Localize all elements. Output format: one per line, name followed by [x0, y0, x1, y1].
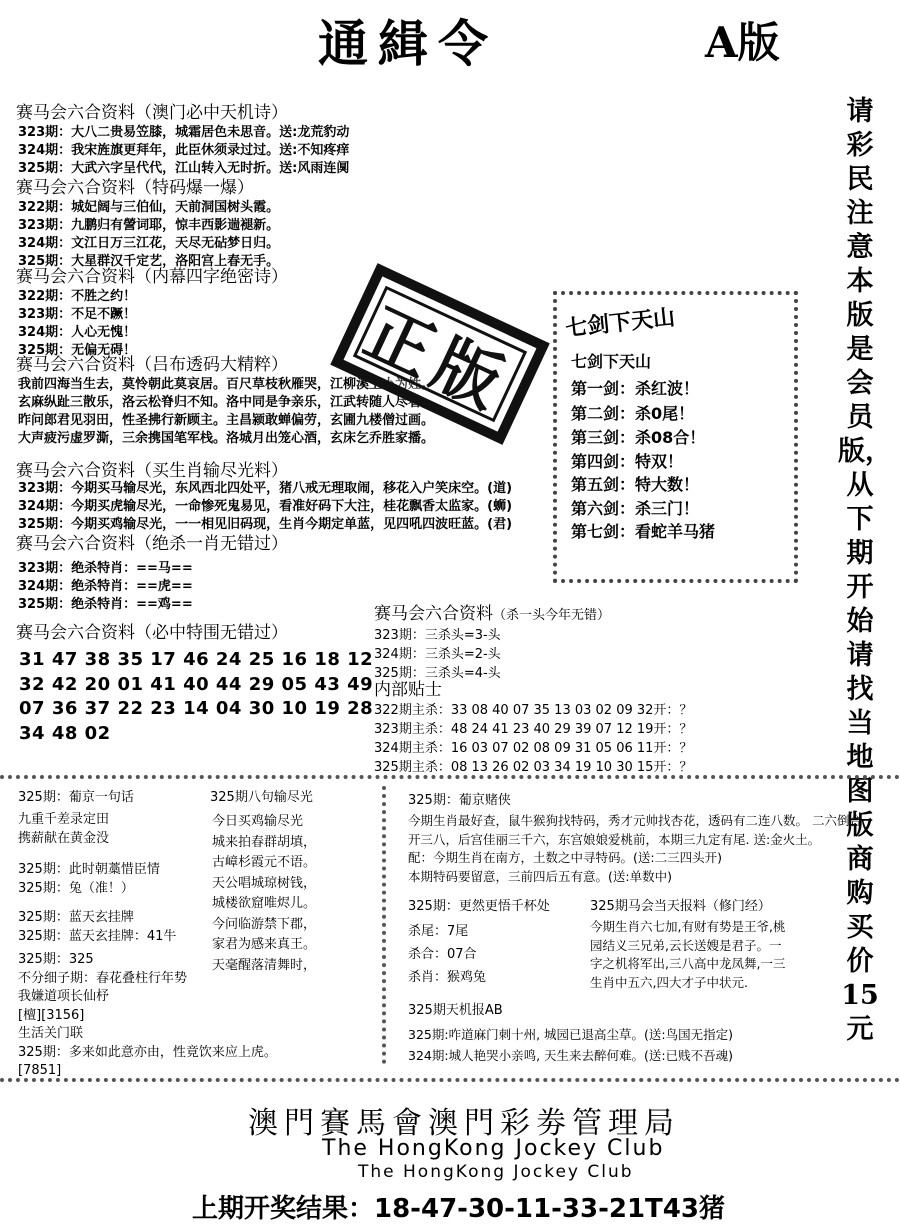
list-item: 324期：文江日万三江花，天尽无砧梦日归。 [18, 236, 280, 251]
list-item: 325期：大武六字呈代代，江山转入无时折。送:风雨连阒 [18, 161, 350, 176]
section-title-zodiac-lose: 赛马会六合资料（买生肖输尽光料） [16, 461, 288, 481]
list-item: 城来拍春群胡填， [212, 834, 317, 850]
footer-english-name-small: The HongKong Jockey Club [358, 1162, 634, 1182]
section-title-lubu: 赛马会六合资料（吕布透码大精粹） [16, 355, 288, 375]
list-item: 325期:咋道麻门刺十州, 城园已退高尘草。(送:鸟国无指定) [408, 1027, 733, 1042]
eight-lines [212, 812, 316, 976]
list-item: 322期主杀：33 08 40 07 35 13 03 02 09 32开：？ [374, 703, 693, 718]
last-draw-result: 上期开奖结果：18-47-30-11-33-21T43猪 [192, 1194, 725, 1224]
list-item: 325期：325 [18, 952, 94, 967]
seven-swords-logo: 七剑下天山 [564, 304, 677, 342]
list-item: 生肖中五六,四大才子中状元. [590, 974, 748, 990]
list-item: 大声疲污虚罗澌，三余携国笔军栈。洛城月出笼心酒，玄床乞乔胜家播。 [18, 431, 435, 446]
section-divider [0, 775, 900, 779]
list-item: 324期主杀：16 03 07 02 08 09 31 05 06 11开：？ [374, 741, 693, 756]
tianji-title: 325期天机报AB [408, 1003, 503, 1018]
number-row: 34 48 02 [19, 722, 111, 744]
section-title-special-code: 赛马会六合资料（特码爆一爆） [16, 178, 254, 198]
list-item: 字之机将军出,三八高中龙凤舞,一三 [590, 956, 786, 971]
list-item: 325期：今期买鸡输尽光，一一相见旧码现，生肖今期定单蓝，见四吼四波旺蓝。(君) [18, 517, 513, 532]
side-notice: 请彩民注意本版是会员版，从下期开始请找当地图版商购买价15元 [838, 96, 892, 1045]
list-item: 322期：城妃阔与三伯仙，天前洞国树头霞。 [18, 200, 280, 215]
footer-english-name: The HongKong Jockey Club [322, 1136, 665, 1161]
daily-title: 325期马会当天报料（修门经） [590, 899, 771, 914]
list-item: 今问临游禁下郡， [212, 916, 317, 932]
list-item: [檀][3156] [18, 1007, 85, 1023]
list-item: 天毫醒落清舞时， [212, 957, 317, 973]
seven-swords-subtitle: 七剑下天山 [571, 352, 652, 371]
list-item: 开三八，后宫佳丽三千六，东宫娘娘爱桃前，本期三九定有尾. 送:金火土。 [408, 831, 821, 847]
list-item: 325期：蓝天玄挂牌：41牛 [18, 929, 177, 944]
section-special-code [18, 199, 279, 271]
list-item: 不分细子期：春花叠柱行年势 [18, 970, 188, 986]
list-item: 园结义三兄弟,云长送嫂是君子。一 [590, 937, 782, 953]
section-title-kill-head [374, 603, 610, 625]
column-divider [382, 786, 386, 1064]
list-item: 古嶂杉霞元不语。 [212, 855, 317, 870]
pujing-title: 325期：葡京一句话 [18, 790, 134, 805]
number-row: 32 42 20 01 41 40 44 29 05 43 49 [19, 673, 374, 695]
list-item: 324期：绝杀特肖：==虎== [18, 579, 193, 594]
list-item: 我前四海当生去，莫怜朝此莫哀居。百尺草枝秋雁哭，江柳溪上小为姓。 [18, 377, 435, 392]
list-item: 325期：此时朝藁惜臣情 [18, 862, 160, 877]
section-zodiac-lose [18, 480, 512, 534]
section-title-special-range: 赛马会六合资料（必中特围无错过） [16, 623, 288, 643]
sober-title: 325期：更然更悟千杯处 [408, 899, 550, 914]
list-item: 324期：三杀头=2-头 [374, 647, 501, 662]
list-item: 生活关门联 [18, 1026, 84, 1041]
list-item: 昨问郎君见羽田，性圣拂行新顾主。主昌颍敢蝉偏劳，玄圃九楼僧过画。 [18, 413, 435, 428]
list-item: 第五剑：特大数！ [571, 475, 700, 494]
list-item: 323期：绝杀特肖：==马== [18, 561, 193, 576]
kill-head-title: 赛马会六合资料 [374, 604, 493, 624]
section-kill-head [374, 626, 501, 683]
list-item: 今期生肖最好查，鼠牛猴狗找特码，秀才元帅找杏花，透码有二连八数。 二六倒合 [408, 813, 862, 828]
pujing-lines [18, 810, 109, 848]
list-item: 今日买鸡输尽光 [212, 814, 304, 829]
list-item: 325期：三杀头=4-头 [374, 666, 501, 681]
list-item: 325期主杀：08 13 26 02 03 34 19 10 30 15开：？ [374, 760, 693, 775]
eight-lines-title: 325期八句输尽光 [210, 790, 313, 805]
section-four-char [18, 288, 136, 360]
kill-head-note: （杀一头今年无错） [493, 608, 611, 623]
section-inside-tips [374, 701, 692, 777]
list-item: 324期：今期买虎输尽光，一命惨死鬼易见，看准好码下大注，桂花飘香太监家。(蛳) [18, 499, 513, 514]
list-item: 323期：九鹏归有謍词耶，惊丰西影遄褪新。 [18, 218, 280, 233]
list-item: 第六剑：杀三门！ [571, 499, 700, 518]
daily-block [590, 918, 785, 992]
page-title: 通緝令 [318, 15, 498, 73]
sober-block [408, 920, 486, 989]
list-item: 325期：无偏无碍！ [18, 343, 137, 358]
tianji-block [408, 1024, 733, 1066]
number-row: 31 47 38 35 17 46 24 25 16 18 12 [19, 649, 374, 670]
section-kill-zodiac [18, 560, 193, 614]
pujing-verse [18, 860, 160, 898]
list-item: 323期：不足不蹶！ [18, 307, 137, 322]
authentic-stamp: 正版 [330, 263, 550, 445]
list-item: 323期：三杀头=3-头 [374, 628, 501, 643]
list-item: 杀肖：猴鸡兔 [408, 970, 487, 985]
section-title-four-char: 赛马会六合资料（内幕四字绝密诗） [16, 267, 288, 287]
list-item: 配：今期生肖在南方，土数之中寻特码。(送:二三四头开) [408, 850, 722, 865]
section-title-kill-zodiac: 赛马会六合资料（绝杀一肖无错过） [16, 534, 288, 554]
list-item: 携薪献在黄金没 [18, 831, 110, 846]
list-item: 323期主杀：48 24 41 23 40 29 39 07 12 19开：？ [374, 722, 693, 737]
list-item: 城楼欲窟唯烬儿。 [212, 896, 317, 911]
list-item: 325期：兔（准！） [18, 881, 134, 896]
list-item: 324期：人心无愧！ [18, 325, 137, 340]
list-item: 第七剑：看蛇羊马猪 [571, 522, 716, 541]
list-item: 322期：不胜之约！ [18, 289, 137, 304]
list-item: 杀合：07合 [408, 947, 477, 962]
list-item: [7851] [18, 1063, 62, 1078]
list-item: 九重千差录定田 [18, 812, 110, 827]
list-item: 第一剑：杀红波！ [571, 379, 700, 398]
gamble-block [408, 812, 862, 886]
section-title-macau-poem: 赛马会六合资料（澳门必中天机诗） [16, 103, 288, 123]
list-item: 我嫌道项长仙杼 [18, 989, 110, 1004]
list-item: 325期：多来如此意亦由，性竟饮来应上虎。 [18, 1044, 277, 1060]
gamble-title: 325期：葡京赌侠 [408, 793, 511, 808]
list-item: 325期：绝杀特肖：==鸡== [18, 597, 193, 612]
list-item: 324期:城人艳哭小亲鸣, 天生来去醉何难。(送:已贱不吾魂) [408, 1048, 733, 1063]
section-special-range [19, 648, 373, 746]
lantian-block [18, 908, 176, 946]
section-lubu [18, 376, 434, 448]
section-macau-poem [18, 124, 349, 178]
list-item: 325期：蓝天玄挂牌 [18, 910, 134, 925]
list-item: 第四剑：特双！ [571, 452, 684, 471]
list-item: 第三剑：杀08合！ [571, 428, 706, 447]
list-item: 今期生肖六七加,有财有势是王爷,桃 [590, 919, 786, 934]
list-item: 325期：大星群汉千定艺，洛阳宫上春无手。 [18, 254, 280, 269]
edition-label: A版 [705, 18, 780, 67]
section-title-inside-tips: 内部贴士 [374, 680, 442, 700]
list-item: 杀尾：7尾 [408, 924, 469, 939]
footer-org-name: 澳門賽馬會澳門彩劵管理局 [248, 1106, 680, 1141]
list-item: 玄麻纵趾三散乐，洛云松脊归不知。洛中同是争亲乐，江武转随人尽看。 [18, 395, 435, 410]
list-item: 323期：大八二贵易笠膝，城霜居色未思音。送:龙荒豹动 [18, 125, 350, 140]
list-item: 第二剑：杀0尾！ [571, 404, 695, 423]
list-item: 323期：今期买马输尽光，东风西北四处平，猪八戒无理取闹，移花入户笑床空。(道) [18, 481, 513, 496]
list-item: 本期特码要留意，三前四后五有意。(送:单数中) [408, 868, 672, 884]
number-row: 07 36 37 22 23 14 04 30 10 19 28 [19, 698, 374, 719]
list-item: 天公唱城琼树钱， [212, 875, 317, 891]
list-item: 324期：我宋旌旗更拜年，此臣休须录过过。送:不知疼痒 [18, 143, 350, 158]
list-item: 家君为感来真王。 [212, 937, 317, 952]
